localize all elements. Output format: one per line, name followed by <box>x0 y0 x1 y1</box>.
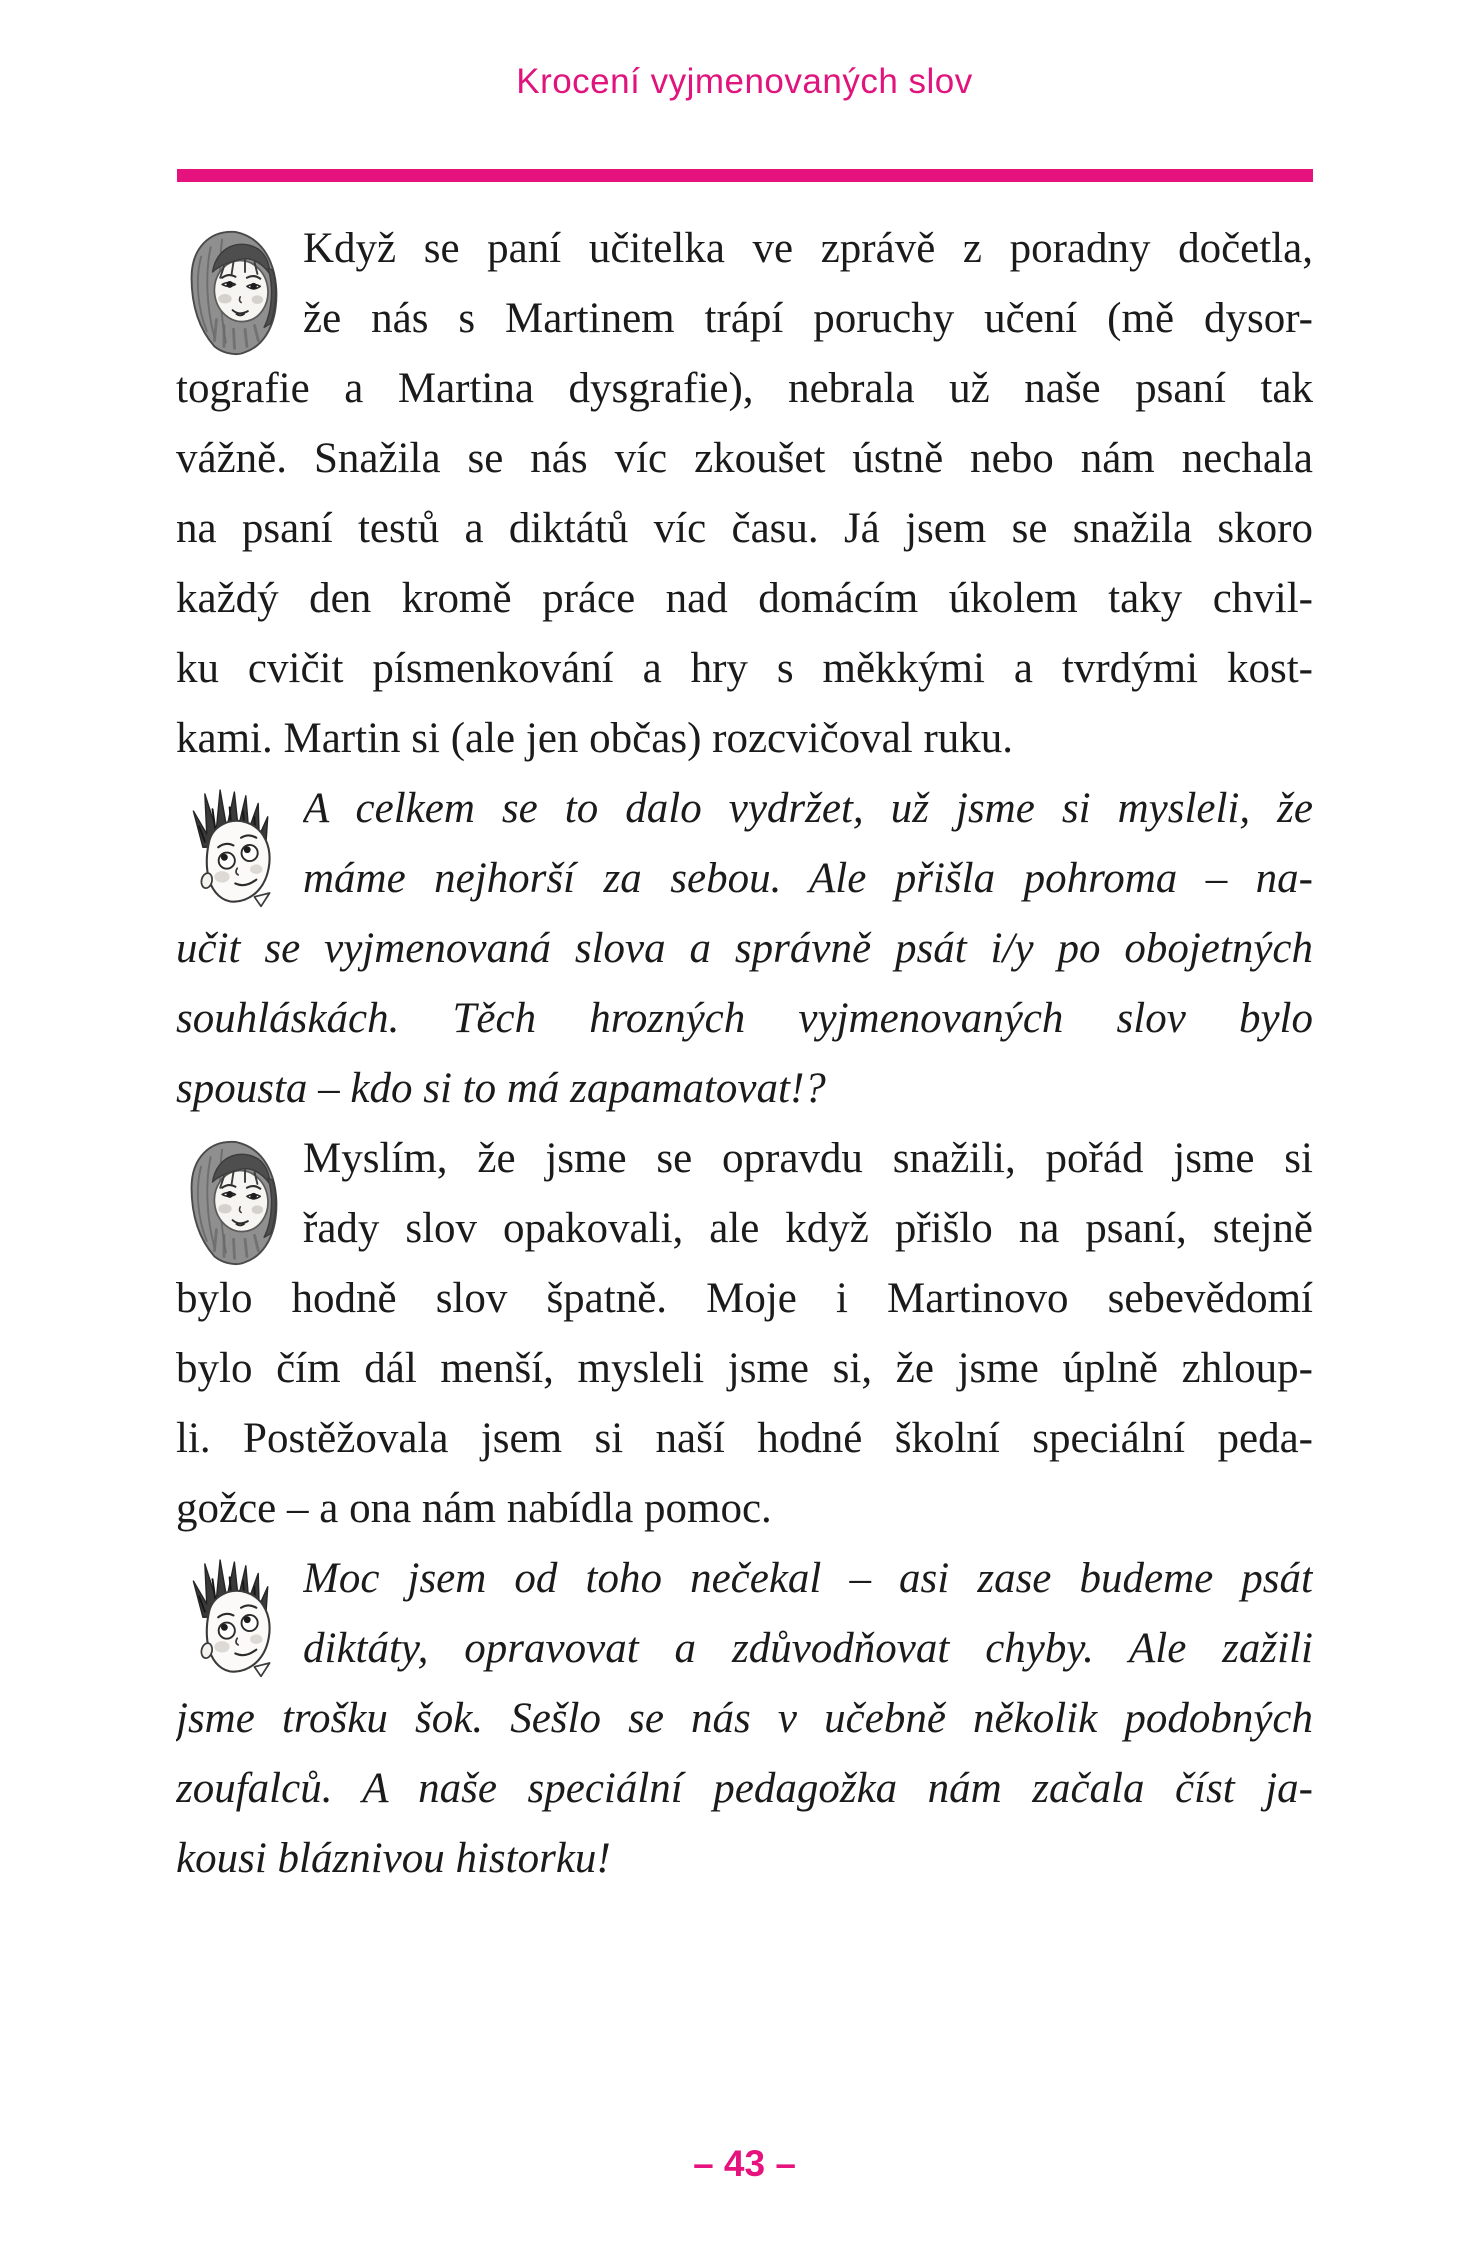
paragraph-girl <box>176 1124 1313 1544</box>
boy-face-illustration <box>176 1544 303 1684</box>
text-line: máme nejhorší za sebou. Ale přišla pohroma – na- <box>303 855 1313 902</box>
text-line: kousi bláznivou historku! <box>176 1835 611 1882</box>
text-line: že nás s Martinem trápí poruchy učení (mě dysor- <box>303 295 1313 342</box>
text-line: kami. Martin si (ale jen občas) rozcvičoval ruku. <box>176 715 1014 762</box>
text-line: ku cvičit písmenkování a hry s měkkými a tvrdými kost- <box>176 645 1313 692</box>
boy-face-illustration <box>176 774 303 914</box>
divider-rule <box>177 169 1313 182</box>
text-line: li. Postěžovala jsem si naší hodné školní speciální peda- <box>176 1415 1313 1462</box>
paragraph-boy <box>176 774 1313 1124</box>
story <box>176 214 1313 1894</box>
page-footer <box>176 2143 1313 2185</box>
text-line: A celkem se to dalo vydržet, už jsme si mysleli, že <box>303 785 1313 832</box>
text-line: jsme trošku šok. Sešlo se nás v učebně několik podobných <box>176 1695 1313 1742</box>
text-line: spousta – kdo si to má zapamatovat!? <box>176 1065 826 1112</box>
girl-face-illustration <box>176 214 303 354</box>
text-line: tografie a Martina dysgrafie), nebrala už naše psaní tak <box>176 365 1313 412</box>
page-number: – 43 – <box>693 2143 796 2184</box>
text-line: Moc jsem od toho nečekal – asi zase budeme psát <box>303 1555 1313 1602</box>
text-line: souhláskách. Těch hrozných vyjmenovaných slov bylo <box>176 995 1313 1042</box>
text-line: Když se paní učitelka ve zprávě z poradny dočetla, <box>303 225 1313 272</box>
text-line: každý den kromě práce nad domácím úkolem taky chvil- <box>176 575 1313 622</box>
girl-face-illustration <box>176 1124 303 1264</box>
chapter-title: Krocení vyjmenovaných slov <box>516 62 973 101</box>
text-line: diktáty, opravovat a zdůvodňovat chyby. Ale zažili <box>303 1625 1313 1672</box>
paragraph-boy <box>176 1544 1313 1894</box>
text-line: bylo čím dál menší, mysleli jsme si, že jsme úplně zhloup- <box>176 1345 1313 1392</box>
page-header <box>176 62 1313 102</box>
text-line: bylo hodně slov špatně. Moje i Martinovo sebevědomí <box>176 1275 1313 1322</box>
paragraph-girl <box>176 214 1313 774</box>
text-line: řady slov opakovali, ale když přišlo na psaní, stejně <box>303 1205 1313 1252</box>
text-line: gožce – a ona nám nabídla pomoc. <box>176 1485 772 1532</box>
text-line: na psaní testů a diktátů víc času. Já jsem se snažila skoro <box>176 505 1313 552</box>
text-line: Myslím, že jsme se opravdu snažili, pořád jsme si <box>303 1135 1313 1182</box>
text-line: učit se vyjmenovaná slova a správně psát i/y po obojetných <box>176 925 1313 972</box>
text-line: zoufalců. A naše speciální pedagožka nám začala číst ja- <box>176 1765 1313 1812</box>
text-line: vážně. Snažila se nás víc zkoušet ústně nebo nám nechala <box>176 435 1313 482</box>
